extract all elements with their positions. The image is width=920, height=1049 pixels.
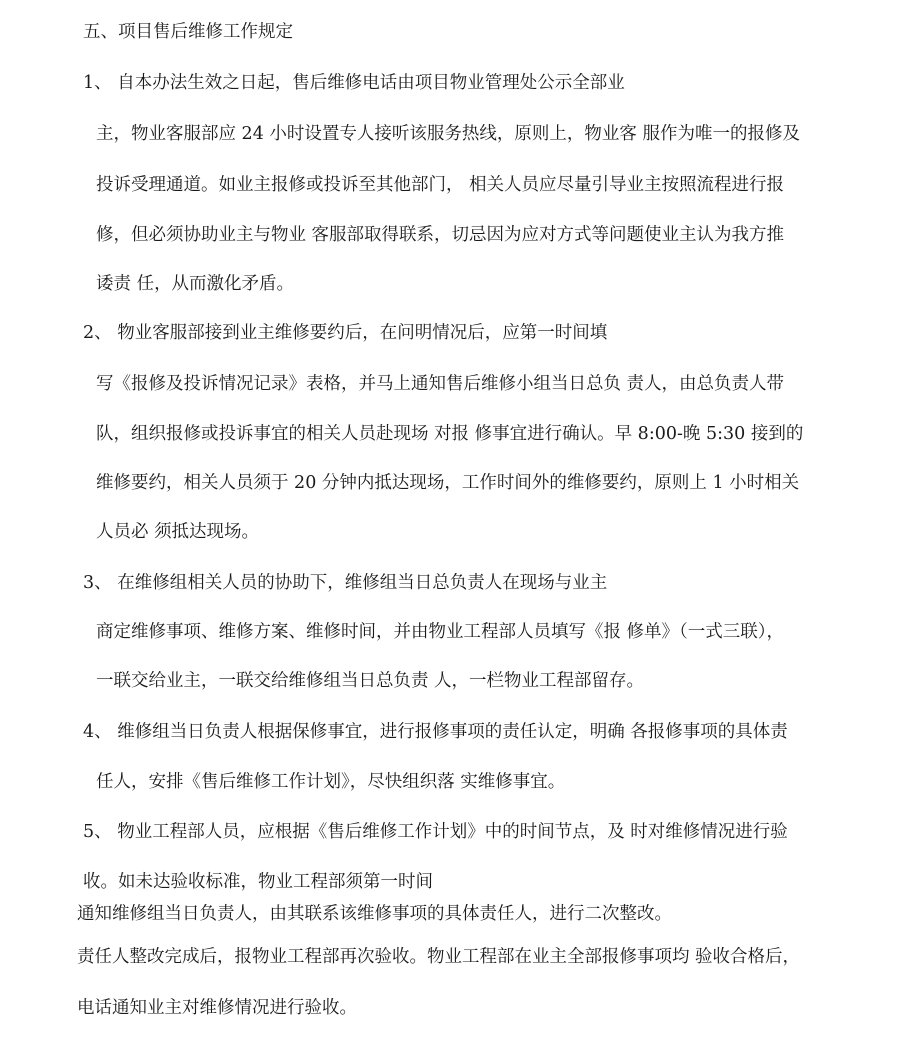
paragraph-line: 4、 维修组当日负责人根据保修事宜，进行报修事项的责任认定，明确 各报修事项的具体责: [83, 722, 788, 742]
paragraph-line: 修，但必须协助业主与物业 客服部取得联系，切忌因为应对方式等问题使业主认为我方推: [96, 225, 785, 245]
paragraph-line: 收。如未达验收标准，物业工程部须第一时间: [83, 872, 433, 892]
paragraph-line: 任人，安排《售后维修工作计划》，尽快组织落 实维修事宜。: [96, 772, 566, 792]
paragraph-line: 商定维修事项、维修方案、维修时间，并由物业工程部人员填写《报 修单》（一式三联），: [96, 622, 785, 642]
paragraph-line: 通知维修组当日负责人，由其联系该维修事项的具体责任人，进行二次整改。: [77, 904, 672, 924]
paragraph-line: 3、 在维修组相关人员的协助下，维修组当日总负责人在现场与业主: [83, 573, 608, 593]
paragraph-line: 责任人整改完成后，报物业工程部再次验收。物业工程部在业主全部报修事项均 验收合格后，: [77, 947, 801, 967]
paragraph-line: 维修要约，相关人员须于 20 分钟内抵达现场，工作时间外的维修要约，原则上 1 小时相关: [96, 473, 800, 493]
paragraph-line: 1、 自本办法生效之日起，售后维修电话由项目物业管理处公示全部业: [83, 73, 625, 93]
paragraph-line: 2、 物业客服部接到业主维修要约后，在问明情况后，应第一时间填: [83, 323, 608, 343]
paragraph-line: 5、 物业工程部人员，应根据《售后维修工作计划》中的时间节点，及 时对维修情况进行验: [83, 822, 788, 842]
paragraph-line: 写《报修及投诉情况记录》表格，并马上通知售后维修小组当日总负 责人，由总负责人带: [96, 374, 785, 394]
paragraph-line: 主，物业客服部应 24 小时设置专人接听该服务热线，原则上，物业客 服作为唯一的报修及: [96, 124, 800, 144]
paragraph-line: 一联交给业主，一联交给维修组当日总负责 人，一栏物业工程部留存。: [96, 671, 645, 691]
section-heading: 五、项目售后维修工作规定: [83, 22, 293, 42]
paragraph-line: 人员必 须抵达现场。: [96, 522, 260, 542]
paragraph-line: 诿责 任，从而激化矛盾。: [96, 274, 295, 294]
paragraph-line: 电话通知业主对维修情况进行验收。: [77, 998, 357, 1018]
paragraph-line: 队，组织报修或投诉事宜的相关人员赴现场 对报 修事宜进行确认。早 8:00-晚 5:30 接到的: [96, 424, 804, 444]
paragraph-line: 投诉受理通道。如业主报修或投诉至其他部门， 相关人员应尽量引导业主按照流程进行报: [96, 175, 785, 195]
